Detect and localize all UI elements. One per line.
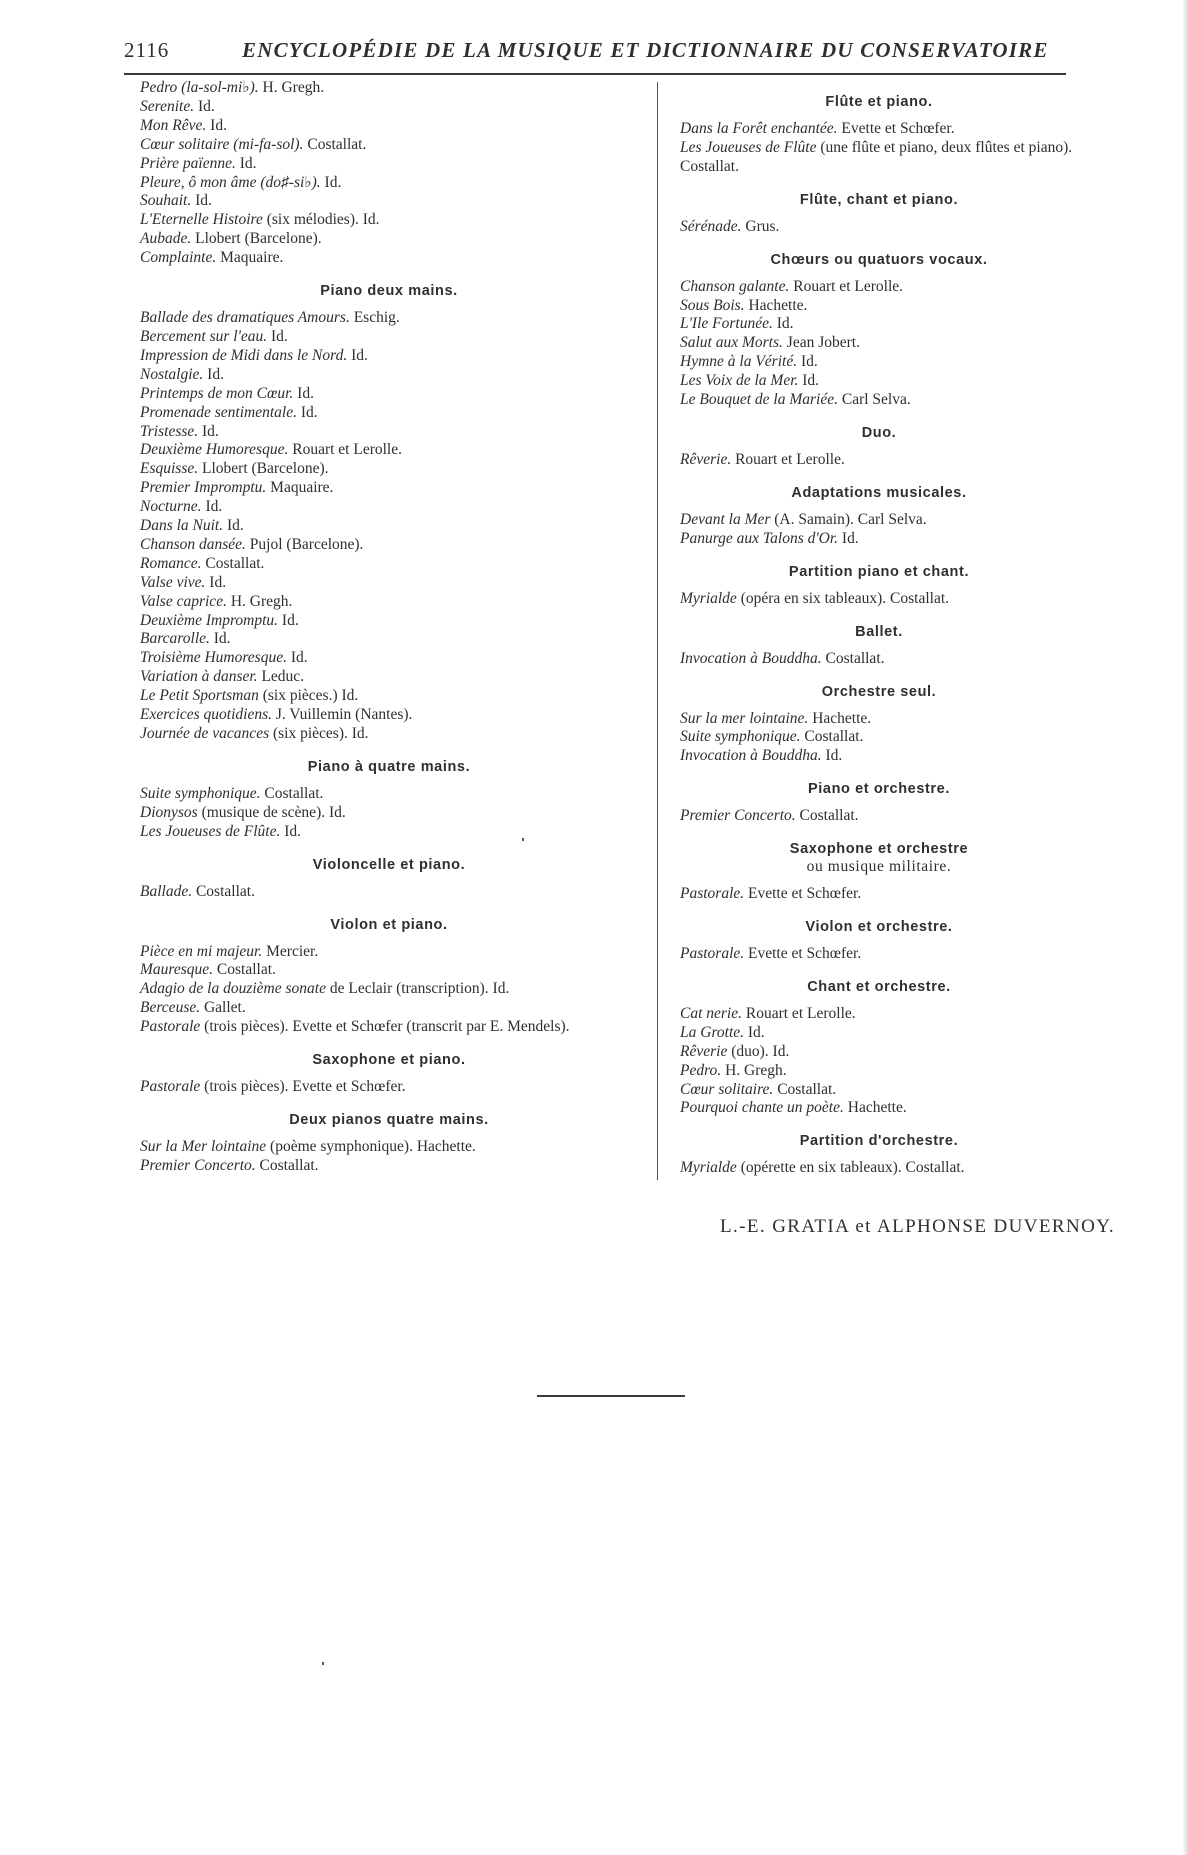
catalog-entry	[140, 1157, 638, 1176]
publisher-info: Costallat.	[303, 135, 367, 153]
publisher-info: Maquaire.	[216, 249, 284, 267]
work-title: Esquisse.	[140, 460, 199, 478]
section-heading-text: Saxophone et piano.	[312, 1052, 466, 1069]
work-title: Ballade.	[140, 882, 193, 900]
print-speck	[322, 1662, 324, 1665]
publisher-info: Id.	[296, 403, 318, 421]
work-title: Chanson dansée.	[140, 535, 246, 553]
catalog-entry	[680, 945, 1078, 964]
left-column	[140, 79, 638, 1176]
catalog-entry	[140, 98, 638, 117]
catalog-entry	[680, 1043, 1078, 1062]
publisher-info: (duo). Id.	[727, 1042, 790, 1060]
catalog-entry	[680, 511, 1078, 530]
work-title: Berceuse.	[140, 999, 201, 1017]
section-heading-text: Piano et orchestre.	[808, 781, 950, 798]
work-title: Souhait.	[140, 192, 192, 210]
section-heading	[680, 683, 1078, 701]
section-heading	[680, 424, 1078, 442]
publisher-info: H. Gregh.	[721, 1061, 787, 1079]
publisher-info: (musique de scène). Id.	[197, 803, 346, 821]
section-heading-text: Deux pianos quatre mains.	[289, 1111, 489, 1128]
section-heading-text: Piano à quatre mains.	[307, 758, 471, 775]
catalog-entry	[140, 1138, 638, 1157]
publisher-info: Id.	[191, 192, 212, 210]
work-title: Pedro.	[680, 1061, 722, 1079]
publisher-info: Jean Jobert.	[782, 334, 860, 352]
catalog-entry	[680, 1159, 1078, 1178]
work-title: Valse caprice.	[140, 592, 227, 610]
catalog-entry	[140, 555, 638, 574]
work-title: Pleure, ô mon âme (do♯-si♭).	[140, 173, 321, 191]
publisher-info: Evette et Schœfer.	[744, 945, 862, 963]
publisher-info: Costallat.	[192, 882, 255, 900]
catalog-entry	[140, 347, 638, 366]
section-heading	[680, 780, 1078, 798]
catalog-entry	[140, 460, 638, 479]
work-title: Dans la Nuit.	[140, 517, 224, 535]
work-title: Rêverie.	[680, 450, 732, 468]
section-heading-text: Flûte et piano.	[825, 94, 933, 110]
catalog-entry	[140, 117, 638, 136]
work-title: Premier Concerto.	[680, 807, 796, 825]
publisher-info: Evette et Schœfer.	[837, 120, 955, 137]
publisher-info: Maquaire.	[266, 479, 334, 497]
work-title: La Grotte.	[680, 1023, 745, 1041]
work-title: Suite symphonique.	[680, 728, 801, 746]
section-heading	[140, 856, 638, 874]
work-title: Journée de vacances	[140, 725, 270, 742]
section-heading-text: Chant et orchestre.	[807, 978, 951, 995]
catalog-entry	[140, 309, 638, 328]
section-heading	[140, 1111, 638, 1129]
page-number: 2116	[124, 38, 170, 62]
publisher-info: Id.	[206, 116, 227, 134]
header-rule	[124, 73, 1066, 75]
work-title: Deuxième Humoresque.	[140, 441, 289, 459]
work-title: Mon Rêve.	[140, 116, 207, 134]
work-title: Myrialde	[680, 589, 737, 607]
publisher-info: de Leclair (transcription). Id.	[325, 980, 510, 998]
catalog-entry	[680, 315, 1078, 334]
catalog-entry	[680, 807, 1078, 826]
publisher-info: Costallat.	[795, 807, 859, 825]
catalog-entry	[140, 366, 638, 385]
catalog-entry	[140, 980, 638, 999]
running-head: ENCYCLOPÉDIE DE LA MUSIQUE ET DICTIONNAIRE DU CONSERVATOIRE	[242, 38, 1049, 62]
publisher-info: Evette et Schœfer.	[744, 885, 862, 903]
work-title: Pastorale	[140, 1078, 201, 1096]
catalog-entry	[140, 536, 638, 555]
work-title: Valse vive.	[140, 573, 206, 591]
catalog-entry	[140, 328, 638, 347]
catalog-entry	[140, 174, 638, 193]
catalog-entry	[680, 278, 1078, 297]
publisher-info: H. Gregh.	[258, 79, 325, 96]
publisher-info: Rouart et Lerolle.	[742, 1004, 856, 1022]
work-title: Pastorale	[140, 1018, 201, 1036]
catalog-entry	[140, 249, 638, 268]
publisher-info: Pujol (Barcelone).	[245, 535, 364, 553]
catalog-entry	[140, 230, 638, 249]
catalog-entry	[680, 1081, 1078, 1100]
publisher-info: Id.	[205, 573, 227, 591]
catalog-entry	[680, 218, 1078, 237]
catalog-entry	[140, 479, 638, 498]
catalog-entry	[680, 1024, 1078, 1043]
work-title: Ballade des dramatiques Amours.	[140, 309, 350, 327]
section-heading	[680, 484, 1078, 502]
publisher-info: Id.	[286, 649, 308, 667]
section-heading	[680, 918, 1078, 936]
catalog-entry	[680, 334, 1078, 353]
catalog-entry	[680, 1062, 1078, 1081]
publisher-info: (six pièces). Id.	[269, 725, 369, 742]
section-heading-text: Ballet.	[855, 623, 903, 640]
publisher-info: Hachette.	[843, 1099, 907, 1117]
publisher-info: Costallat.	[773, 1080, 837, 1098]
publisher-info: Id.	[235, 154, 257, 172]
print-speck	[522, 838, 524, 841]
work-title: Pedro (la-sol-mi♭).	[140, 79, 259, 96]
publisher-info: Id.	[278, 611, 299, 629]
publisher-info: (opérette en six tableaux). Costallat.	[736, 1159, 965, 1177]
publisher-info: Id.	[280, 822, 301, 840]
work-title: Impression de Midi dans le Nord.	[140, 346, 348, 364]
work-title: L'Ile Fortunée.	[680, 315, 773, 333]
catalog-entry	[140, 883, 638, 902]
section-heading-text: Adaptations musicales.	[791, 484, 967, 501]
publisher-info: Llobert (Barcelone).	[198, 460, 329, 478]
section-heading	[680, 623, 1078, 641]
work-title: Mauresque.	[140, 961, 214, 979]
catalog-entry	[680, 650, 1078, 669]
work-title: Rêverie	[680, 1042, 728, 1060]
catalog-entry	[680, 1099, 1078, 1118]
work-title: Le Bouquet de la Mariée.	[680, 391, 838, 409]
catalog-entry	[680, 1005, 1078, 1024]
catalog-entry	[140, 192, 638, 211]
work-title: Aubade.	[140, 230, 192, 248]
catalog-entry	[140, 574, 638, 593]
catalog-entry	[140, 136, 638, 155]
work-title: Complainte.	[140, 249, 217, 267]
publisher-info: Gallet.	[200, 999, 246, 1017]
work-title: Le Petit Sportsman	[140, 687, 259, 705]
publisher-info: Hachette.	[744, 296, 808, 314]
publisher-info: Id.	[223, 517, 244, 535]
catalog-entry	[680, 590, 1078, 609]
work-title: Exercices quotidiens.	[140, 706, 272, 724]
work-title: Prière païenne.	[140, 154, 236, 172]
author-signature: L.-E. GRATIA et ALPHONSE DUVERNOY.	[720, 1216, 1116, 1237]
publisher-info: Rouart et Lerolle.	[789, 277, 903, 295]
catalog-entry	[140, 785, 638, 804]
work-title: Chanson galante.	[680, 277, 790, 295]
work-title: Variation à danser.	[140, 668, 258, 686]
section-heading-text: Violon et piano.	[330, 916, 448, 933]
publisher-info: Id.	[797, 353, 818, 371]
section-heading-text: Violoncelle et piano.	[312, 856, 466, 873]
catalog-entry	[140, 155, 638, 174]
catalog-entry	[140, 1078, 638, 1097]
work-title: Nocturne.	[140, 498, 202, 516]
publisher-info: Id.	[320, 173, 342, 191]
section-heading	[680, 563, 1078, 581]
catalog-entry	[140, 593, 638, 612]
section-heading	[140, 758, 638, 776]
work-title: Hymne à la Vérité.	[680, 353, 798, 371]
work-title: Dans la Forêt enchantée.	[680, 120, 838, 137]
section-heading-text: Violon et orchestre.	[805, 919, 953, 936]
work-title: Cat nerie.	[680, 1004, 742, 1022]
work-title: Sérénade.	[680, 217, 742, 235]
section-heading-text: Partition piano et chant.	[788, 563, 970, 580]
work-title: Les Joueuses de Flûte.	[140, 822, 281, 840]
work-title: Sur la Mer lointaine	[140, 1137, 267, 1155]
work-title: Barcarolle.	[140, 630, 210, 648]
work-title: Cœur solitaire (mi-fa-sol).	[140, 135, 304, 153]
section-heading-text: Saxophone et orchestre	[789, 841, 969, 858]
work-title: Adagio de la douzième sonate	[140, 980, 326, 998]
publisher-info: H. Gregh.	[226, 592, 293, 610]
section-heading-text: Orchestre seul.	[821, 683, 937, 700]
catalog-entry	[140, 612, 638, 631]
catalog-entry	[140, 404, 638, 423]
catalog-entry	[680, 297, 1078, 316]
section-heading-subtext: ou musique militaire.	[806, 858, 952, 876]
work-title: Invocation à Bouddha.	[680, 649, 822, 667]
publisher-info: Carl Selva.	[837, 391, 911, 409]
publisher-info: (trois pièces). Evette et Schœfer.	[200, 1078, 406, 1096]
work-title: Devant la Mer	[680, 510, 771, 528]
section-heading	[680, 251, 1078, 269]
publisher-info: (une flûte et piano, deux flûtes et piano). Costallat.	[680, 138, 1073, 175]
catalog-entry	[140, 804, 638, 823]
section-heading-text: Chœurs ou quatuors vocaux.	[770, 251, 988, 268]
work-title: Salut aux Morts.	[680, 334, 783, 352]
section-heading	[680, 978, 1078, 996]
catalog-entry	[140, 1018, 638, 1037]
catalog-entry	[140, 385, 638, 404]
catalog-entry	[680, 710, 1078, 729]
publisher-info: Mercier.	[262, 942, 319, 960]
work-title: Pièce en mi majeur.	[140, 942, 263, 960]
work-title: Pourquoi chante un poète.	[680, 1099, 844, 1117]
publisher-info: Costallat.	[201, 554, 265, 572]
publisher-info: Id.	[194, 97, 215, 115]
publisher-info: Id.	[203, 365, 224, 383]
publisher-info: (opéra en six tableaux). Costallat.	[736, 589, 950, 607]
catalog-entry	[140, 668, 638, 687]
publisher-info: Eschig.	[349, 309, 400, 327]
work-title: Romance.	[140, 554, 202, 572]
catalog-entry	[140, 517, 638, 536]
work-title: Sous Bois.	[680, 296, 745, 314]
catalog-entry	[140, 706, 638, 725]
publisher-info: Llobert (Barcelone).	[191, 230, 322, 248]
catalog-entry	[680, 139, 1078, 177]
catalog-entry	[140, 498, 638, 517]
section-heading-text: Flûte, chant et piano.	[799, 191, 959, 208]
work-title: Pastorale.	[680, 885, 745, 903]
publisher-info: Grus.	[741, 217, 780, 235]
work-title: Deuxième Impromptu.	[140, 611, 279, 629]
work-title: L'Eternelle Histoire	[140, 211, 263, 229]
catalog-entry	[140, 999, 638, 1018]
scan-edge-shadow	[1182, 0, 1188, 1855]
column-divider	[657, 82, 658, 1180]
work-title: Panurge aux Talons d'Or.	[680, 529, 839, 547]
publisher-info: Costallat.	[800, 728, 864, 746]
section-heading-text: Duo.	[861, 424, 897, 441]
catalog-entry	[680, 451, 1078, 470]
publisher-info: (six pièces.) Id.	[258, 687, 359, 705]
catalog-entry	[680, 120, 1078, 139]
publisher-info: Rouart et Lerolle.	[288, 441, 402, 459]
work-title: Myrialde	[680, 1159, 737, 1177]
catalog-entry	[140, 630, 638, 649]
catalog-entry	[140, 961, 638, 980]
publisher-info: Hachette.	[808, 709, 872, 727]
publisher-info: Id.	[267, 327, 288, 345]
section-heading	[140, 282, 638, 300]
section-heading	[140, 916, 638, 934]
work-title: Serenite.	[140, 97, 195, 115]
catalog-entry	[680, 372, 1078, 391]
publisher-info: J. Vuillemin (Nantes).	[272, 706, 413, 724]
work-title: Dionysos	[140, 803, 198, 821]
work-title: Nostalgie.	[140, 365, 204, 383]
publisher-info: (A. Samain). Carl Selva.	[770, 510, 927, 528]
section-heading	[680, 93, 1078, 111]
section-heading	[680, 1132, 1078, 1150]
publisher-info: Costallat.	[260, 784, 324, 802]
work-title: Suite symphonique.	[140, 784, 261, 802]
work-title: Les Voix de la Mer.	[680, 372, 799, 390]
publisher-info: Id.	[772, 315, 794, 333]
work-title: Tristesse.	[140, 422, 199, 440]
publisher-info: Id.	[838, 529, 859, 547]
work-title: Promenade sentimentale.	[140, 403, 297, 421]
publisher-info: Id.	[744, 1023, 765, 1041]
work-title: Pastorale.	[680, 945, 745, 963]
publisher-info: Leduc.	[257, 668, 305, 686]
publisher-info: Id.	[201, 498, 223, 516]
publisher-info: (six mélodies). Id.	[262, 211, 380, 229]
catalog-entry	[680, 391, 1078, 410]
publisher-info: (poème symphonique). Hachette.	[266, 1137, 476, 1155]
publisher-info: Id.	[347, 346, 368, 364]
section-heading	[680, 191, 1078, 209]
catalog-entry	[140, 211, 638, 230]
catalog-entry	[680, 747, 1078, 766]
work-title: Bercement sur l'eau.	[140, 327, 268, 345]
catalog-entry	[140, 79, 638, 98]
publisher-info: Id.	[821, 747, 843, 765]
publisher-info: Rouart et Lerolle.	[731, 450, 845, 468]
catalog-entry	[140, 441, 638, 460]
publisher-info: (trois pièces). Evette et Schœfer (transcrit par E. Mendels).	[200, 1018, 570, 1036]
publisher-info: Costallat.	[255, 1156, 319, 1174]
section-heading-text: Piano deux mains.	[320, 283, 458, 300]
catalog-entry	[680, 530, 1078, 549]
publisher-info: Costallat.	[213, 961, 276, 979]
work-title: Sur la mer lointaine.	[680, 709, 809, 727]
catalog-entry	[680, 885, 1078, 904]
publisher-info: Id.	[293, 384, 314, 402]
catalog-entry	[140, 725, 638, 744]
footer-rule	[537, 1395, 685, 1397]
section-heading-text: Partition d'orchestre.	[799, 1133, 959, 1150]
section-heading	[140, 1051, 638, 1069]
catalog-entry	[140, 423, 638, 442]
publisher-info: Costallat.	[821, 649, 885, 667]
catalog-entry	[680, 728, 1078, 747]
right-column	[680, 79, 1078, 1178]
work-title: Cœur solitaire.	[680, 1080, 774, 1098]
work-title: Premier Concerto.	[140, 1156, 256, 1174]
publisher-info: Id.	[209, 630, 231, 648]
publisher-info: Id.	[798, 372, 820, 390]
work-title: Printemps de mon Cœur.	[140, 384, 294, 402]
work-title: Les Joueuses de Flûte	[680, 138, 817, 156]
catalog-entry	[140, 687, 638, 706]
publisher-info: Id.	[198, 422, 219, 440]
catalog-entry	[680, 353, 1078, 372]
section-heading	[680, 840, 1078, 876]
work-title: Invocation à Bouddha.	[680, 747, 822, 765]
work-title: Premier Impromptu.	[140, 479, 267, 497]
work-title: Troisième Humoresque.	[140, 649, 287, 667]
catalog-entry	[140, 943, 638, 962]
catalog-entry	[140, 649, 638, 668]
catalog-entry	[140, 823, 638, 842]
